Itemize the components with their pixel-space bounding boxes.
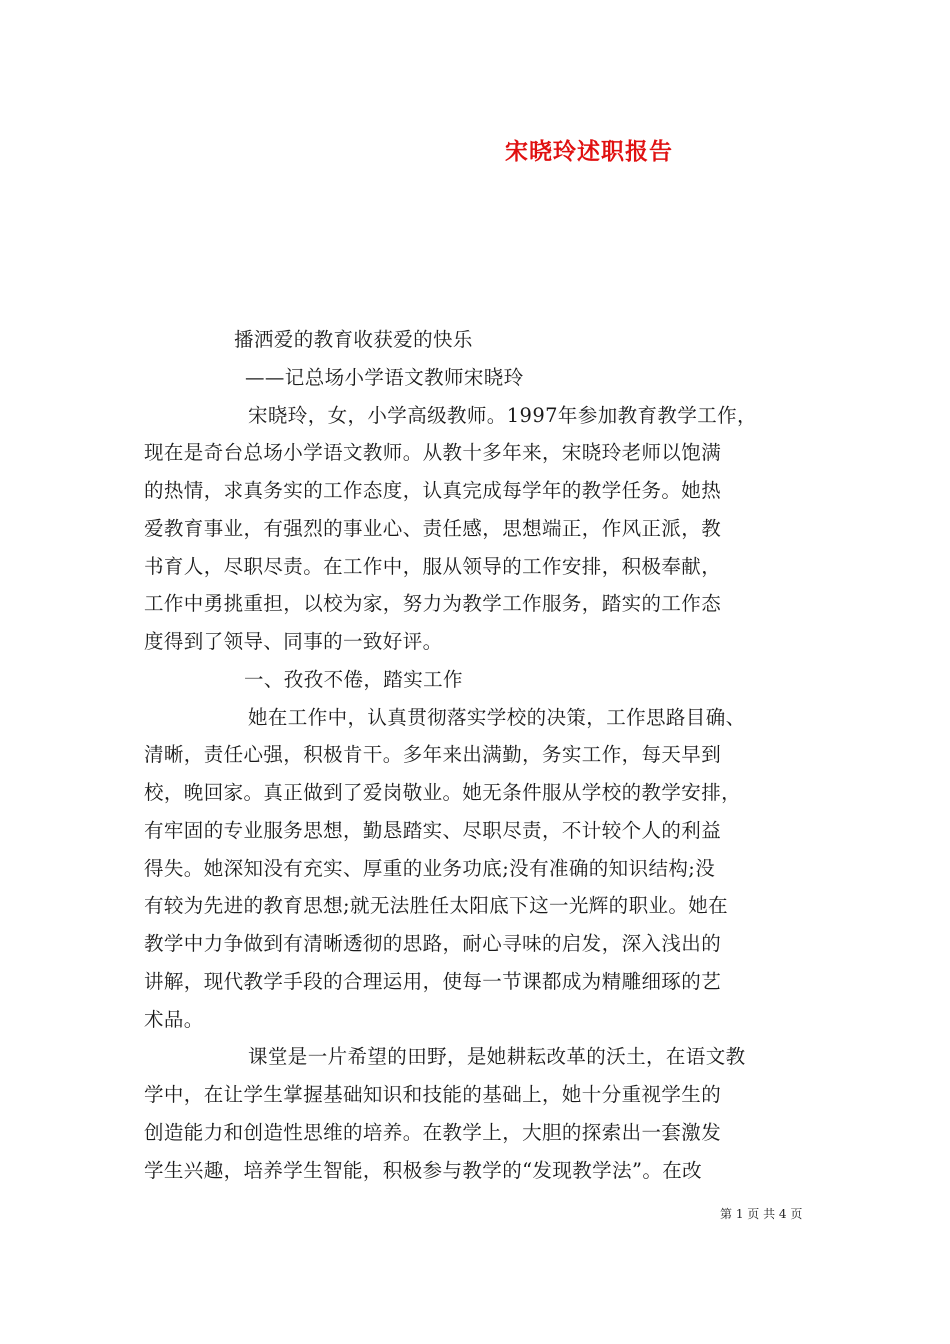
body-line: 度得到了领导、同事的一致好评。 — [144, 630, 443, 653]
body-line: 讲解，现代教学手段的合理运用，使每一节课都成为精雕细琢的艺 — [144, 970, 722, 993]
body-line: 教学中力争做到有清晰透彻的思路，耐心寻味的启发，深入浅出的 — [144, 932, 722, 955]
body-line: 课堂是一片希望的田野，是她耕耘改革的沃土，在语文教 — [248, 1045, 746, 1068]
body-line: 学生兴趣，培养学生智能，积极参与教学的“发现教学法”。在改 — [144, 1159, 703, 1182]
article-subtitle: 播洒爱的教育收获爱的快乐 — [234, 328, 473, 351]
body-line: 有较为先进的教育思想;就无法胜任太阳底下这一光辉的职业。她在 — [144, 894, 729, 917]
body-line: 有牢固的专业服务思想，勤恳踏实、尽职尽责，不计较个人的利益 — [144, 819, 722, 842]
body-line: 学中，在让学生掌握基础知识和技能的基础上，她十分重视学生的 — [144, 1083, 722, 1106]
page-number: 第 1 页 共 4 页 — [720, 1207, 803, 1221]
body-line: 她在工作中，认真贯彻落实学校的决策，工作思路目确、 — [248, 706, 746, 729]
document-title: 宋晓玲述职报告 — [505, 138, 673, 165]
body-line: 宋晓玲，女，小学高级教师。1997年参加教育教学工作， — [248, 404, 757, 427]
section-heading: 一、孜孜不倦，踏实工作 — [244, 668, 463, 691]
body-line: 爱教育事业，有强烈的事业心、责任感，思想端正，作风正派，教 — [144, 517, 722, 540]
body-line: 书育人，尽职尽责。在工作中，服从领导的工作安排，积极奉献， — [144, 555, 722, 578]
body-line: 工作中勇挑重担，以校为家，努力为教学工作服务，踏实的工作态 — [144, 592, 722, 615]
body-line: 的热情，求真务实的工作态度，认真完成每学年的教学任务。她热 — [144, 479, 722, 502]
body-line: 创造能力和创造性思维的培养。在教学上，大胆的探索出一套激发 — [144, 1121, 722, 1144]
body-line: 清晰，责任心强，积极肯干。多年来出满勤，务实工作，每天早到 — [144, 743, 722, 766]
body-line: 校，晚回家。真正做到了爱岗敬业。她无条件服从学校的教学安排， — [144, 781, 742, 804]
body-line: 现在是奇台总场小学语文教师。从教十多年来，宋晓玲老师以饱满 — [144, 441, 722, 464]
body-line: 得失。她深知没有充实、厚重的业务功底;没有准确的知识结构;没 — [144, 857, 716, 880]
article-byline: ——记总场小学语文教师宋晓玲 — [245, 366, 524, 389]
body-line: 术品。 — [144, 1008, 204, 1031]
